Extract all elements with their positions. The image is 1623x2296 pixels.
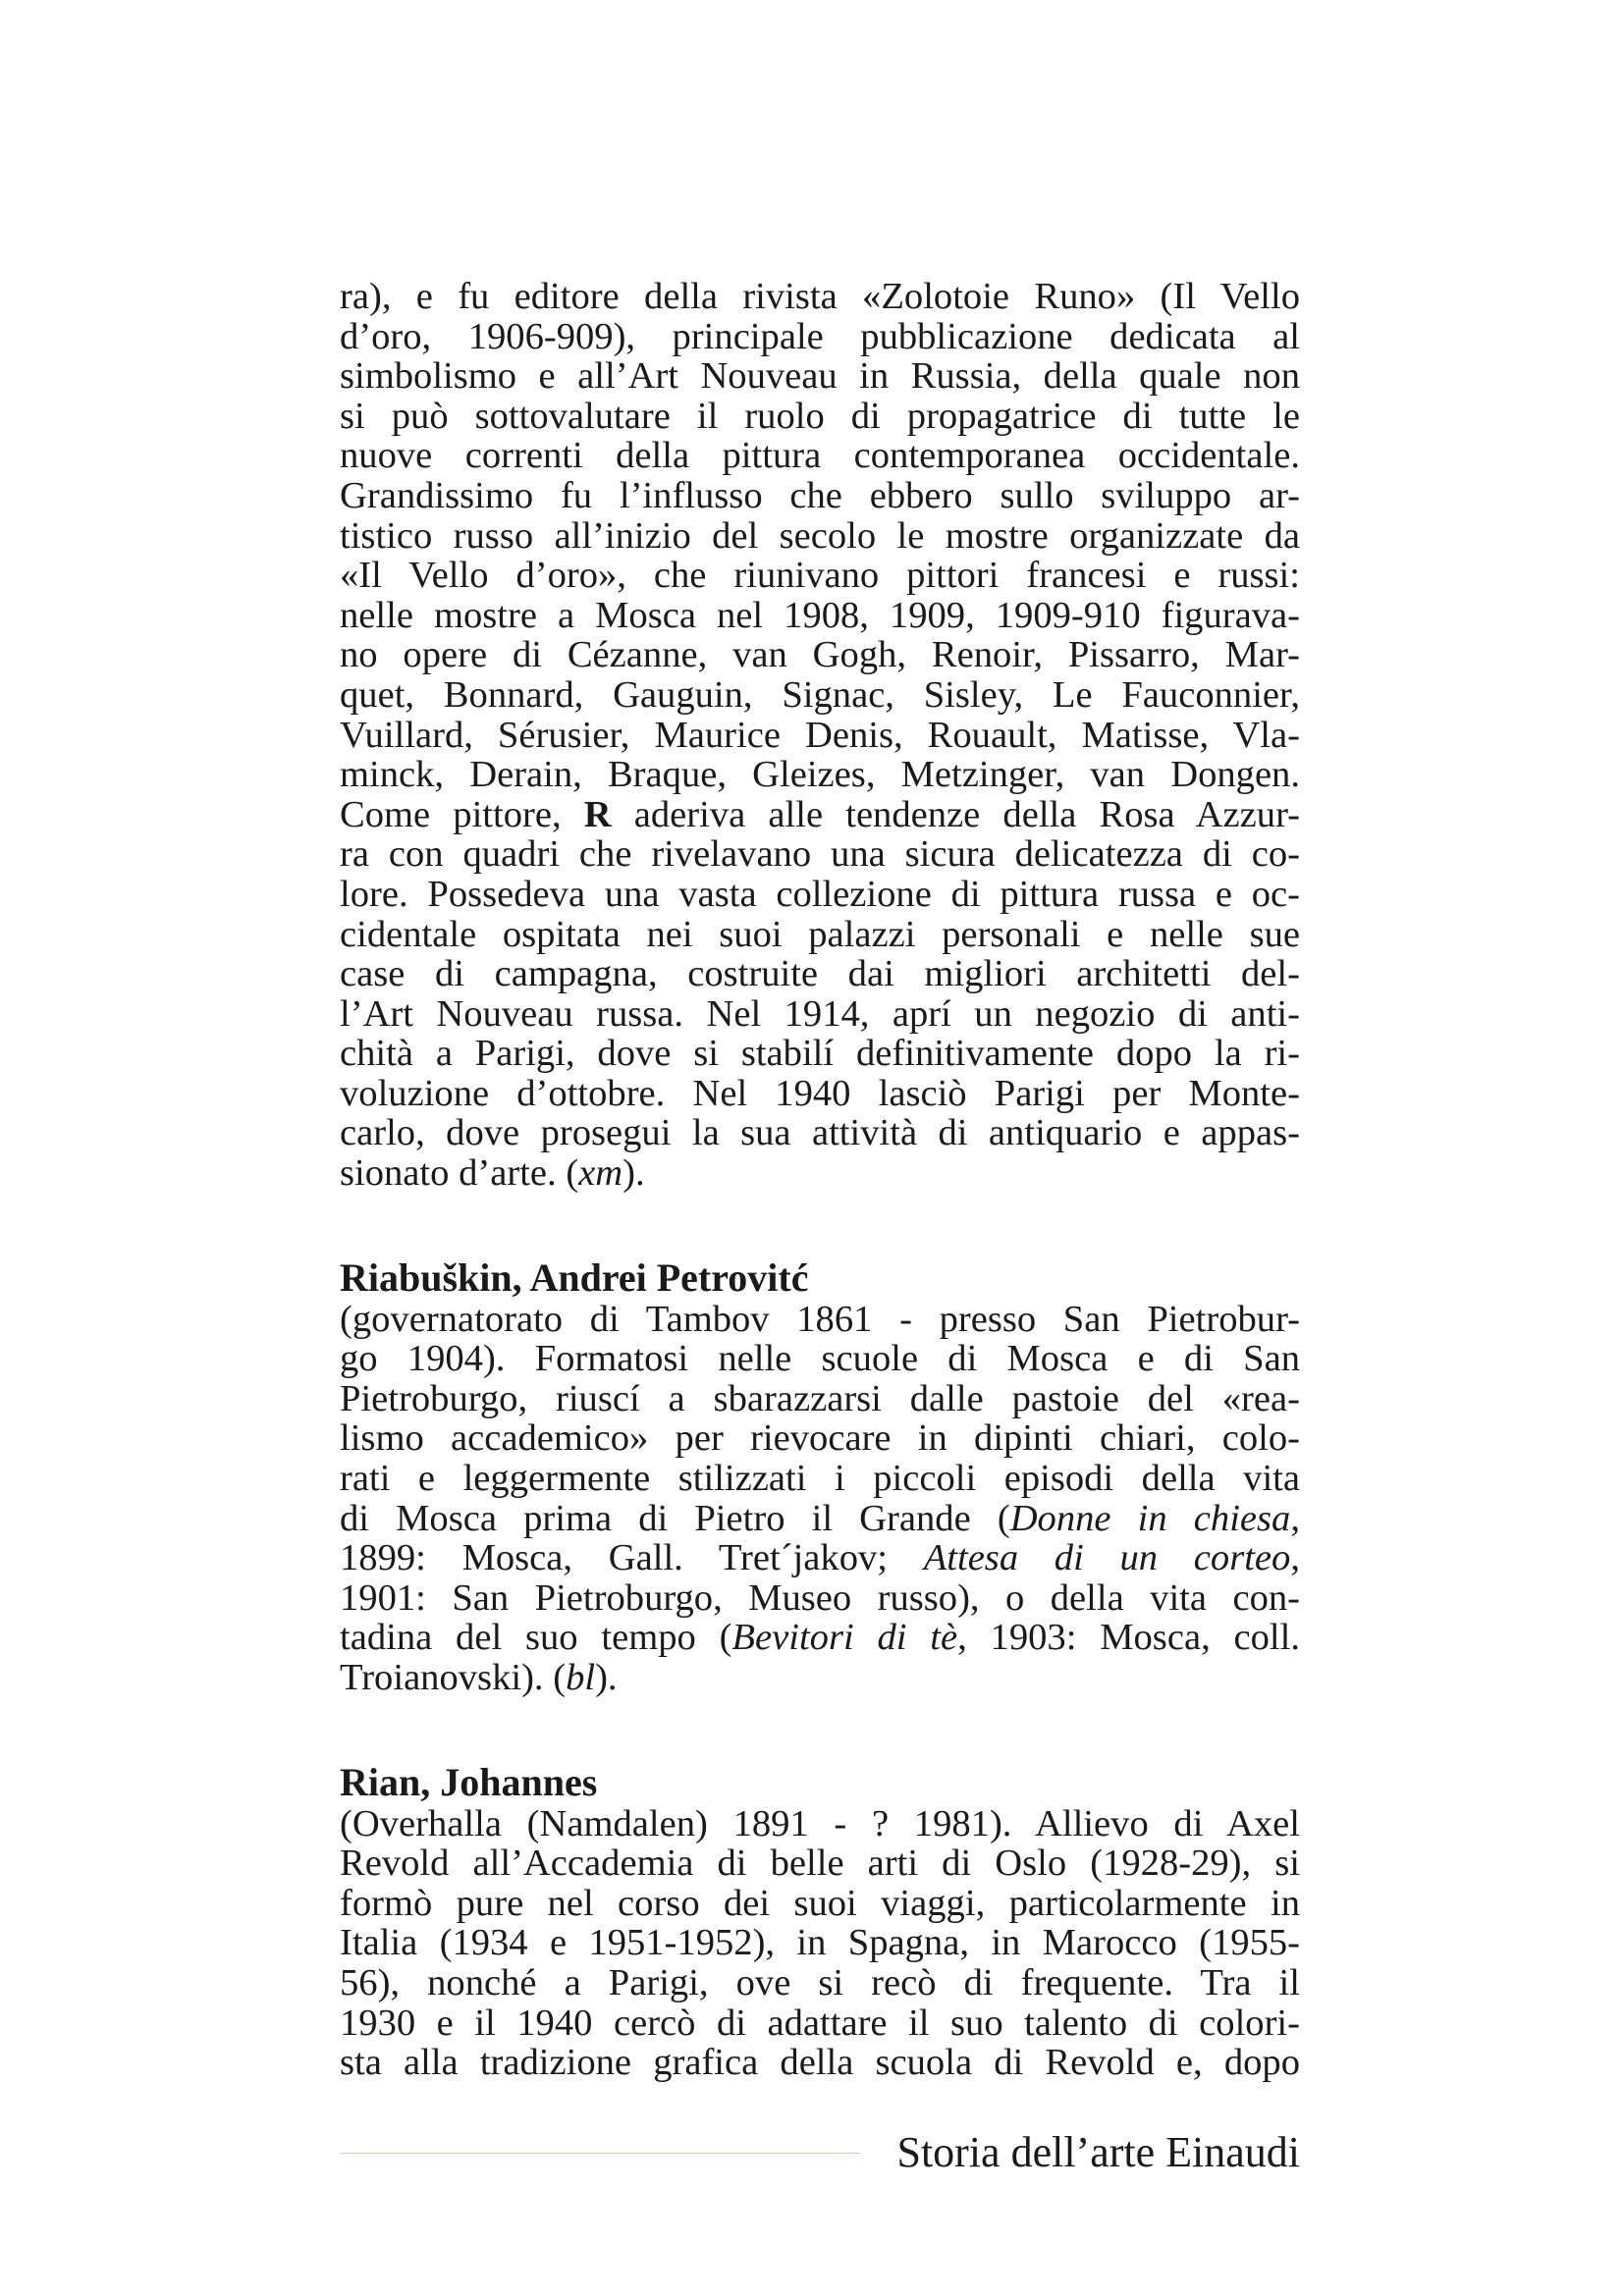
text-run: Troianovski). ( (340, 1657, 567, 1698)
text-line: minck, Derain, Braque, Gleizes, Metzinger, van Dongen. (340, 754, 1300, 796)
author-initials: xm (578, 1152, 623, 1195)
text-line: Pietroburgo, riuscí a sbarazzarsi dalle pastoie del «rea- (340, 1377, 1300, 1419)
text-run: 1899: Mosca, Gall. Tret´jakov; (340, 1537, 924, 1579)
text-run: ). (595, 1657, 618, 1698)
text-run: aderiva alle tendenze della Rosa Azzur- (611, 793, 1300, 835)
text-line: d’oro, 1906-909), principale pubblicazione dedicata al (340, 315, 1300, 357)
entry-body (340, 1804, 1300, 2083)
artwork-title: Donne in chiesa (1009, 1497, 1291, 1539)
text-line: Grandissimo fu l’influsso che ebbero sullo sviluppo ar- (340, 474, 1300, 516)
text-line: rati e leggermente stilizzati i piccoli episodi della vita (340, 1458, 1300, 1500)
page-footer (340, 2126, 1300, 2185)
text-line: no opere di Cézanne, van Gogh, Renoir, Pissarro, Mar- (340, 634, 1300, 676)
publication-title: Storia dell’arte Einaudi (896, 2128, 1300, 2176)
text-line: 1901: San Pietroburgo, Museo russo), o della vita con- (340, 1576, 1300, 1619)
text-line: formò pure nel corso dei suoi viaggi, particolarmente in (340, 1882, 1300, 1924)
text-line: tistico russo all’inizio del secolo le mostre organizzate da (340, 514, 1300, 557)
text-run: , 1903: Mosca, coll. (957, 1617, 1300, 1659)
entry-continuation (340, 277, 1300, 1194)
text-run: ). (622, 1152, 645, 1195)
text-run: , (1290, 1497, 1301, 1539)
text-line: ra), e fu editore della rivista «Zolotoie Runo» (Il Vello (340, 276, 1300, 317)
text-run: , (1290, 1537, 1300, 1579)
artwork-title: Bevitori di tè (731, 1617, 958, 1659)
text-line: (governatorato di Tambov 1861 - presso San Pietrobur- (340, 1298, 1300, 1340)
footer-rule (340, 2153, 860, 2154)
text-run: Come pittore, (340, 793, 584, 835)
text-line: carlo, dove prosegui la sua attività di antiquario e appas- (340, 1112, 1300, 1154)
text-line: lore. Possedeva una vasta collezione di pittura russa e oc- (340, 873, 1300, 915)
text-line: lismo accademico» per rievocare in dipinti chiari, colo- (340, 1417, 1300, 1460)
text-line: (Overhalla (Namdalen) 1891 - ? 1981). Allievo di Axel (340, 1802, 1300, 1844)
text-line: nuove correnti della pittura contemporanea occidentale. (340, 435, 1300, 477)
text-line (340, 1538, 1300, 1578)
page-body (340, 277, 1300, 2083)
text-line (340, 1658, 1300, 1698)
text-line: quet, Bonnard, Gauguin, Signac, Sisley, Le Fauconnier, (340, 673, 1300, 716)
text-run: di Mosca prima di Pietro il Grande ( (340, 1497, 1010, 1539)
text-line: ra con quadri che rivelavano una sicura delicatezza di co- (340, 833, 1300, 876)
bold-initial: R (583, 793, 612, 835)
text-line (340, 795, 1300, 835)
text-line (340, 1618, 1300, 1658)
text-line: Vuillard, Sérusier, Maurice Denis, Rouault, Matisse, Vla- (340, 714, 1300, 756)
text-line: si può sottovalutare il ruolo di propagatrice di tutte le (340, 395, 1300, 437)
text-line (340, 1153, 1300, 1194)
text-line: 1930 e il 1940 cercò di adattare il suo talento di colori- (340, 2002, 1300, 2044)
text-line: cidentale ospitata nei suoi palazzi personali e nelle sue (340, 913, 1300, 955)
entry-heading: Riabuškin, Andrei Petrovitć (340, 1255, 809, 1300)
artwork-title: Attesa di un corteo (923, 1537, 1291, 1579)
text-run: sionato d’arte. ( (340, 1152, 579, 1195)
text-line: Revold all’Accademia di belle arti di Oslo (1928-29), si (340, 1842, 1300, 1885)
text-line: simbolismo e all’Art Nouveau in Russia, della quale non (340, 355, 1300, 398)
entry-body (340, 1300, 1300, 1698)
text-line: «Il Vello d’oro», che riunivano pittori francesi e russi: (340, 555, 1300, 597)
text-line: Italia (1934 e 1951-1952), in Spagna, in Marocco (1955- (340, 1922, 1300, 1964)
text-line: go 1904). Formatosi nelle scuole di Mosca e di San (340, 1338, 1300, 1380)
author-initials: bl (566, 1657, 596, 1698)
text-line: voluzione d’ottobre. Nel 1940 lasciò Parigi per Monte- (340, 1072, 1300, 1114)
text-line: case di campagna, costruite dai migliori architetti del- (340, 953, 1300, 995)
text-line: chità a Parigi, dove si stabilí definitivamente dopo la ri- (340, 1033, 1300, 1075)
entry-heading: Rian, Johannes (340, 1759, 598, 1804)
text-line: nelle mostre a Mosca nel 1908, 1909, 1909-910 figurava- (340, 594, 1300, 636)
text-run: tadina del suo tempo ( (340, 1617, 732, 1659)
text-line: sta alla tradizione grafica della scuola di Revold e, dopo (340, 2042, 1300, 2084)
text-line (340, 1499, 1300, 1539)
text-line: 56), nonché a Parigi, ove si recò di frequente. Tra il (340, 1961, 1300, 2003)
text-line: l’Art Nouveau russa. Nel 1914, aprí un negozio di anti- (340, 992, 1300, 1035)
